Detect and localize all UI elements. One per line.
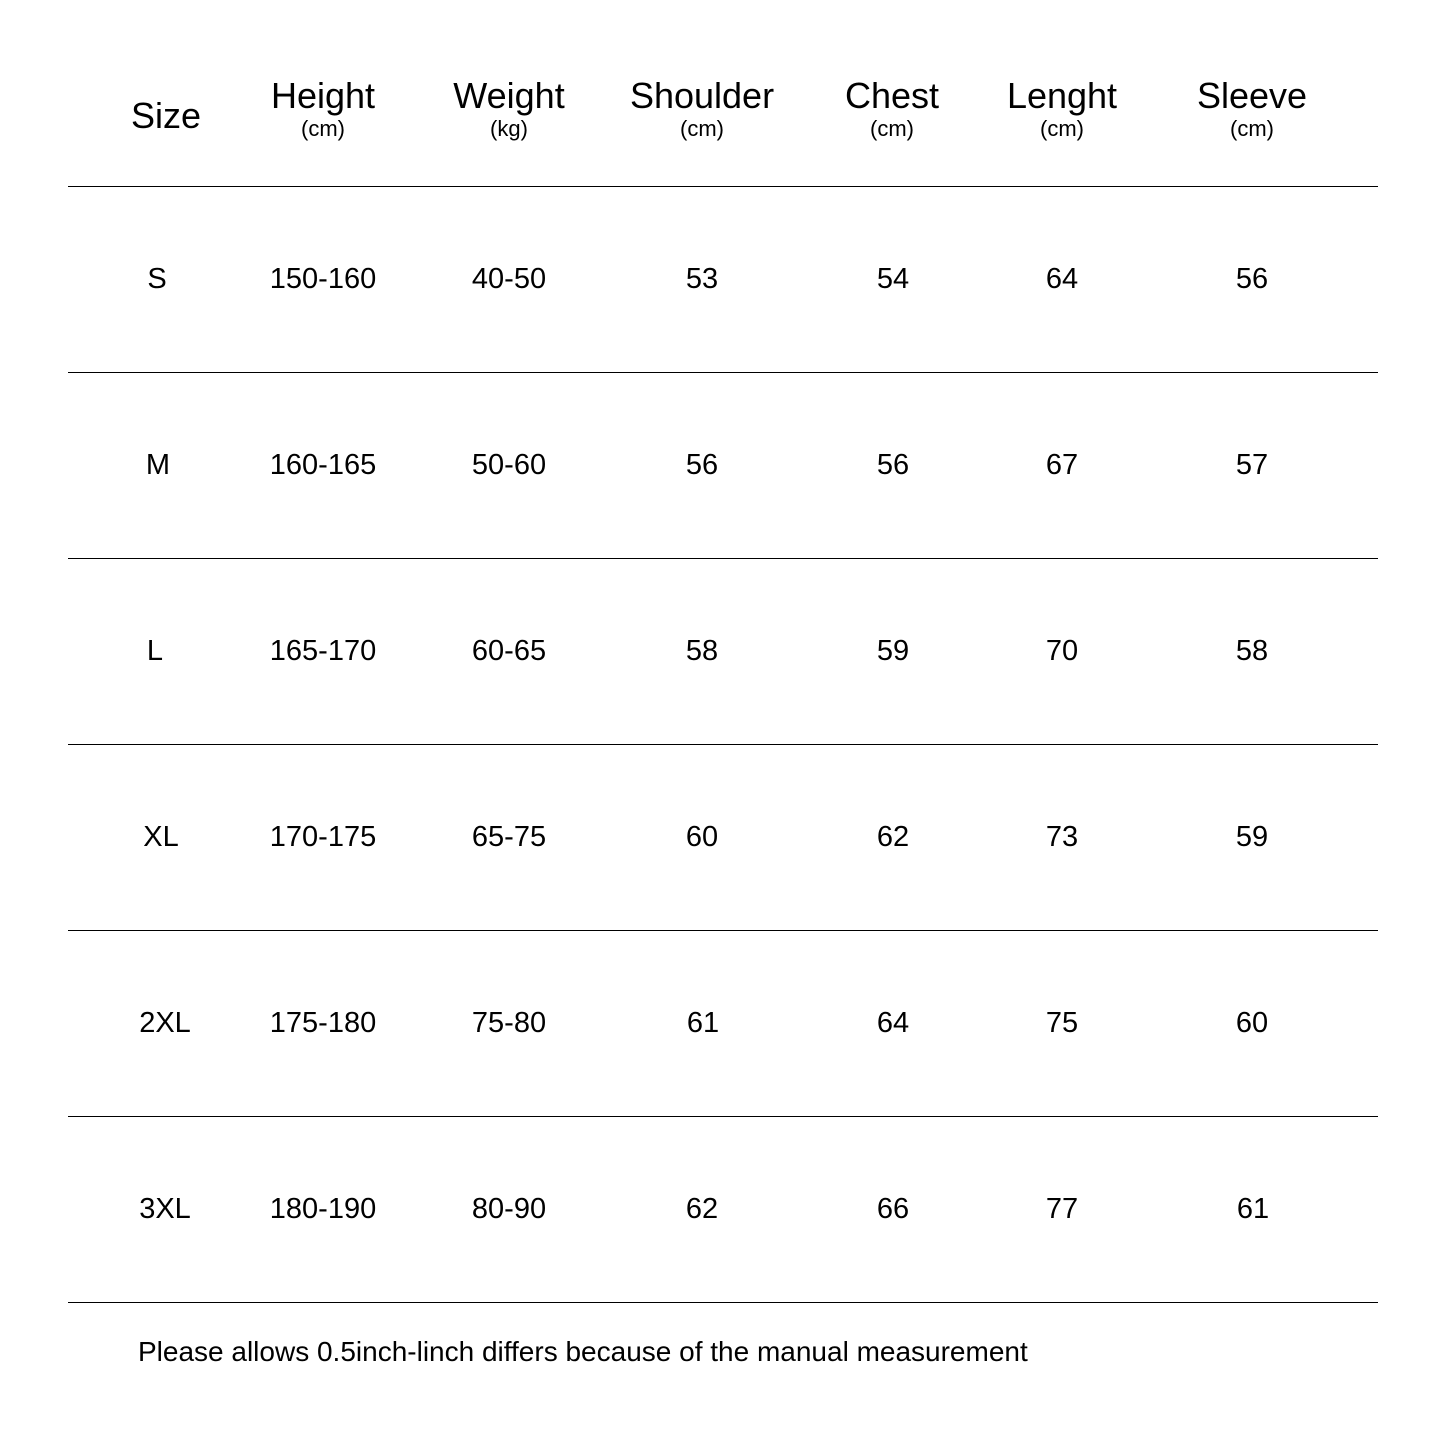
table-row-m [68,373,1378,558]
cell-chest: 59 [876,635,910,667]
cell-shoulder: 61 [686,1007,720,1039]
cell-length: 75 [1045,1007,1079,1039]
header-unit: (cm) [870,116,914,141]
cell-length: 77 [1045,1193,1079,1225]
cell-weight: 40-50 [471,263,547,295]
cell-chest: 54 [876,263,910,295]
cell-weight: 75-80 [471,1007,547,1039]
cell-size: S [147,263,167,295]
cell-height: 165-170 [269,635,377,667]
cell-length: 73 [1045,821,1079,853]
cell-chest: 66 [876,1193,910,1225]
cell-size: 3XL [139,1193,191,1225]
cell-sleeve: 61 [1236,1193,1270,1225]
cell-sleeve: 58 [1235,635,1269,667]
cell-size: M [145,449,171,481]
header-sleeve [1197,76,1307,142]
cell-sleeve: 60 [1235,1007,1269,1039]
measurement-note: Please allows 0.5inch-linch differs because of the manual measurement [138,1336,1028,1367]
cell-sleeve: 59 [1235,821,1269,853]
cell-shoulder: 60 [685,821,719,853]
cell-shoulder: 56 [685,449,719,481]
row-divider [68,1302,1378,1303]
cell-weight: 60-65 [471,635,547,667]
cell-shoulder: 62 [685,1193,719,1225]
header-length [1007,76,1117,142]
header-unit: (cm) [1040,116,1084,141]
cell-chest: 64 [876,1007,910,1039]
cell-height: 160-165 [269,449,377,481]
cell-size: XL [143,821,179,853]
cell-size: L [146,635,164,667]
cell-height: 180-190 [269,1193,377,1225]
cell-length: 70 [1045,635,1079,667]
table-header [68,0,1378,186]
cell-height: 170-175 [269,821,377,853]
table-row-s [68,187,1378,372]
header-unit: (cm) [301,116,345,141]
header-unit: (cm) [680,116,724,141]
header-weight [453,76,564,142]
cell-weight: 50-60 [471,449,547,481]
cell-size: 2XL [139,1007,191,1039]
cell-length: 67 [1045,449,1079,481]
header-label: Height [270,75,376,116]
cell-weight: 65-75 [471,821,547,853]
header-chest [845,76,939,142]
table-row-2xl [68,931,1378,1116]
header-shoulder [630,76,774,142]
header-label: Shoulder [629,75,775,116]
header-unit: (cm) [1230,116,1274,141]
header-label: Sleeve [1196,75,1308,116]
cell-height: 150-160 [269,263,377,295]
cell-weight: 80-90 [471,1193,547,1225]
cell-chest: 62 [876,821,910,853]
cell-height: 175-180 [269,1007,377,1039]
cell-chest: 56 [876,449,910,481]
header-size [131,96,201,136]
cell-length: 64 [1045,263,1079,295]
header-label: Size [130,95,202,136]
table-row-l [68,559,1378,744]
header-label: Lenght [1006,75,1118,116]
header-label: Weight [453,75,565,116]
table-row-3xl [68,1117,1378,1302]
cell-shoulder: 58 [685,635,719,667]
table-row-xl [68,745,1378,930]
cell-shoulder: 53 [685,263,719,295]
header-label: Chest [844,75,940,116]
cell-sleeve: 57 [1235,449,1269,481]
cell-sleeve: 56 [1235,263,1269,295]
header-height [271,76,375,142]
header-unit: (kg) [490,116,528,141]
